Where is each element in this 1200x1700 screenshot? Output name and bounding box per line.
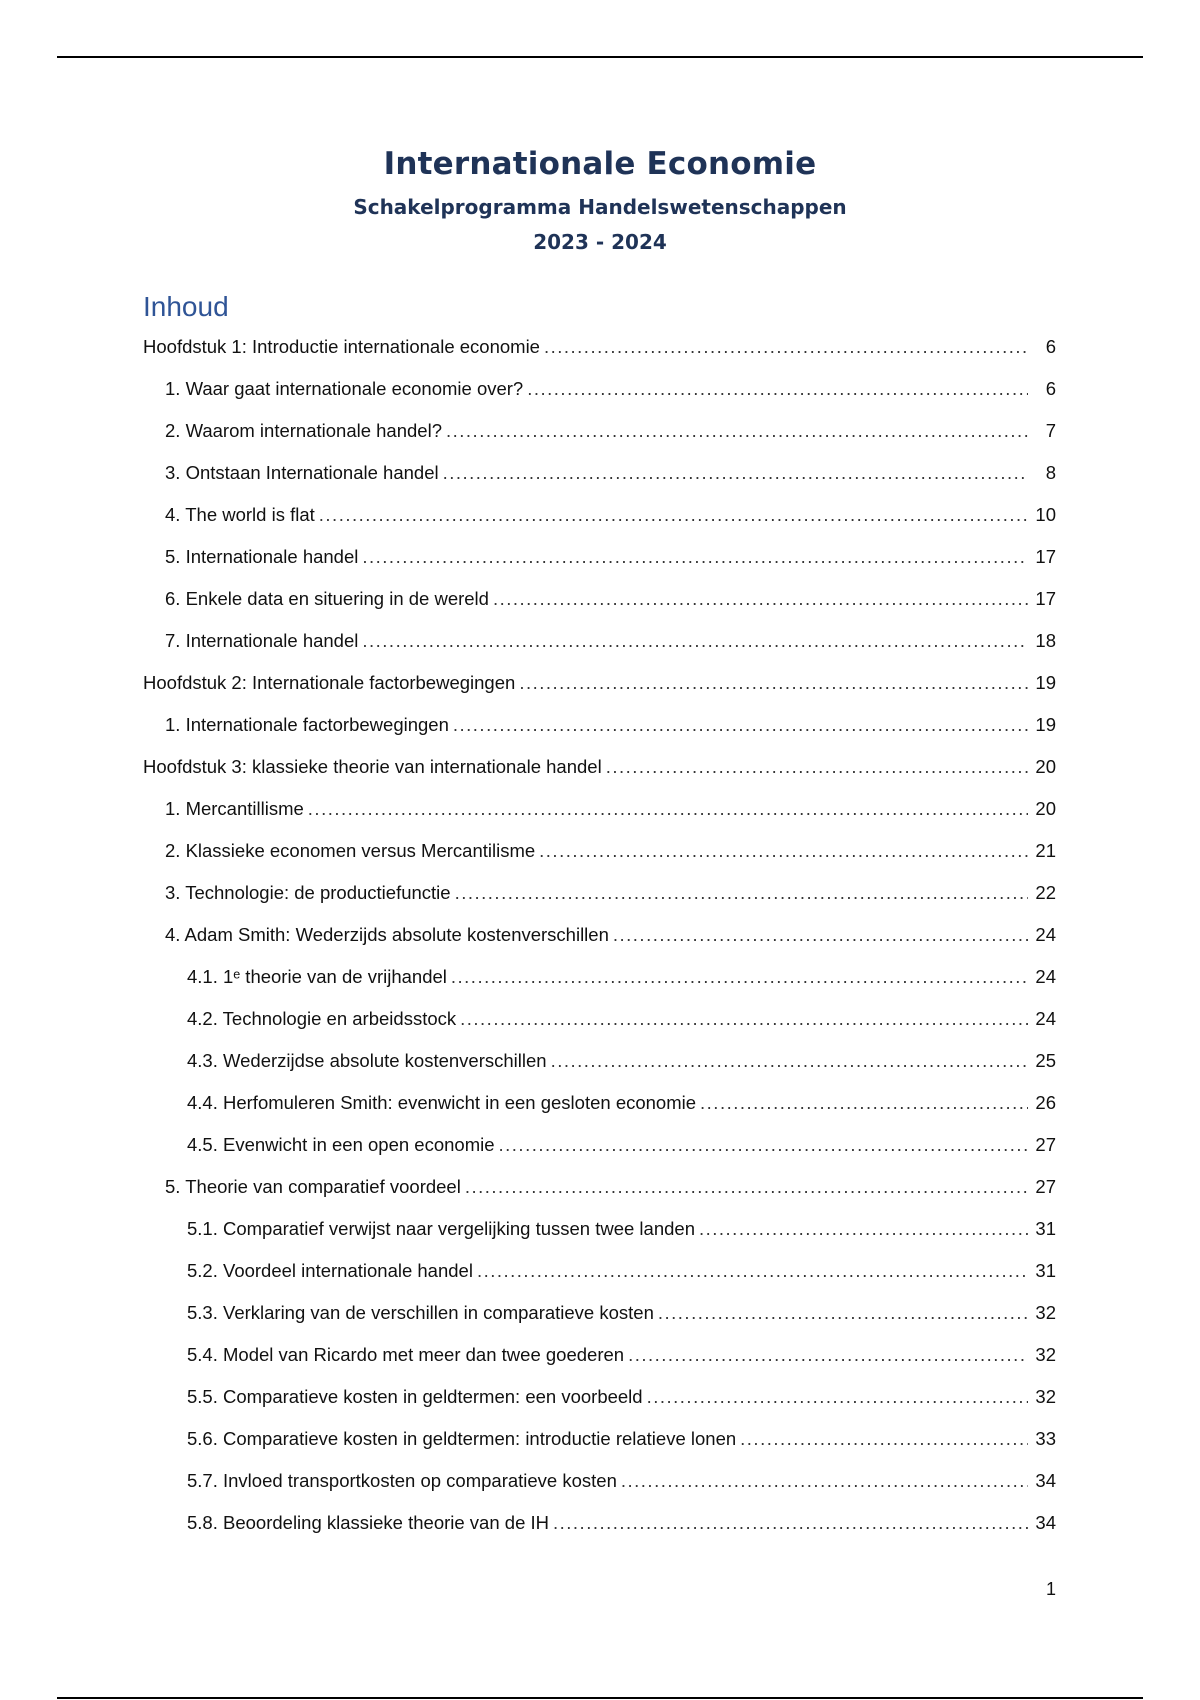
toc-entry-page[interactable]: 32 (1035, 1302, 1056, 1323)
toc-entry-title[interactable]: 5. Theorie van comparatief voordeel (165, 1176, 461, 1197)
document-year: 2023 - 2024 (533, 230, 667, 254)
page-number: 1 (1045, 1579, 1056, 1599)
bottom-rule (57, 1697, 1143, 1699)
toc-entry-page[interactable]: 33 (1035, 1428, 1056, 1449)
toc-entry[interactable] (143, 1502, 1056, 1544)
toc-entry-page[interactable]: 17 (1035, 588, 1056, 609)
toc-entry-title[interactable]: 5.6. Comparatieve kosten in geldtermen: introductie relatieve lonen (187, 1428, 737, 1449)
toc-entry-title[interactable]: 5.7. Invloed transportkosten op comparatieve kosten (187, 1470, 617, 1491)
toc-entry-title[interactable]: 3. Ontstaan Internationale handel (165, 462, 439, 483)
toc-entry-title[interactable]: 2. Waarom internationale handel? (165, 420, 442, 441)
toc-entry[interactable] (143, 1124, 1056, 1166)
toc-entry-page[interactable]: 10 (1035, 504, 1056, 525)
toc-entry[interactable] (143, 704, 1056, 746)
toc-entry-title[interactable]: 5. Internationale handel (165, 546, 359, 567)
toc-entry-page[interactable]: 6 (1045, 378, 1056, 399)
toc-entry-page[interactable]: 27 (1035, 1134, 1056, 1155)
toc-entry[interactable] (143, 494, 1056, 536)
toc-entry-page[interactable]: 32 (1035, 1344, 1056, 1365)
toc-dot-leader (308, 788, 1028, 830)
toc-entry[interactable] (143, 746, 1056, 788)
toc-dot-leader (455, 872, 1028, 914)
toc-entry-title[interactable]: 4.4. Herfomuleren Smith: evenwicht in een gesloten economie (187, 1092, 697, 1113)
toc-entry-page[interactable]: 19 (1035, 714, 1056, 735)
toc-entry[interactable] (143, 536, 1056, 578)
toc-entry[interactable] (143, 914, 1056, 956)
toc-entry-title[interactable]: 5.3. Verklaring van de verschillen in comparatieve kosten (187, 1302, 654, 1323)
toc-dot-leader (460, 998, 1028, 1040)
toc-entry-page[interactable]: 31 (1035, 1260, 1056, 1281)
toc-entry-title[interactable]: 5.8. Beoordeling klassieke theorie van de IH (187, 1512, 549, 1533)
toc-entry[interactable] (143, 1082, 1056, 1124)
toc-entry-title[interactable]: 4. The world is flat (165, 504, 315, 525)
toc-entry-page[interactable]: 22 (1035, 882, 1056, 903)
toc-dot-leader (493, 578, 1028, 620)
toc-entry-title[interactable]: 1. Mercantillisme (165, 798, 304, 819)
toc-entry-title[interactable]: 5.4. Model van Ricardo met meer dan twee goederen (187, 1344, 625, 1365)
toc-dot-leader (699, 1208, 1028, 1250)
toc-dot-leader (527, 368, 1028, 410)
toc-entry-page[interactable]: 20 (1035, 798, 1056, 819)
toc-entry-title[interactable]: 6. Enkele data en situering in de wereld (165, 588, 489, 609)
toc-entry[interactable] (143, 998, 1056, 1040)
toc-entry-title[interactable]: 3. Technologie: de productiefunctie (165, 882, 451, 903)
toc-entry[interactable] (143, 1292, 1056, 1334)
title-block (0, 142, 1200, 257)
toc-entry[interactable] (143, 410, 1056, 452)
toc-entry-title[interactable]: Hoofdstuk 2: Internationale factorbewegingen (143, 672, 516, 693)
toc-entry-title[interactable]: 1. Internationale factorbewegingen (165, 714, 449, 735)
toc-entry[interactable] (143, 1460, 1056, 1502)
toc-dot-leader (465, 1166, 1028, 1208)
toc-dot-leader (606, 746, 1028, 788)
document-title: Internationale Economie (383, 146, 817, 182)
toc-dot-leader (740, 1418, 1028, 1460)
toc-entry-page[interactable]: 7 (1045, 420, 1056, 441)
toc-entry[interactable] (143, 1334, 1056, 1376)
toc-entry[interactable] (143, 662, 1056, 704)
toc-entry-title[interactable]: 4.5. Evenwicht in een open economie (187, 1134, 495, 1155)
toc-entry-page[interactable]: 17 (1035, 546, 1056, 567)
toc-entry-title[interactable]: 1. Waar gaat internationale economie over? (165, 378, 524, 399)
toc-entry-title[interactable]: 4.2. Technologie en arbeidsstock (187, 1008, 457, 1029)
toc-entry-title[interactable]: 5.1. Comparatief verwijst naar vergelijking tussen twee landen (187, 1218, 695, 1239)
top-rule (57, 56, 1143, 58)
toc-entry[interactable] (143, 578, 1056, 620)
toc-entry[interactable] (143, 452, 1056, 494)
toc-entry[interactable] (143, 1418, 1056, 1460)
toc-dot-leader (446, 410, 1028, 452)
toc-dot-leader (658, 1292, 1028, 1334)
toc-entry-title[interactable]: 7. Internationale handel (165, 630, 359, 651)
toc-entry-page[interactable]: 18 (1035, 630, 1056, 651)
toc-entry[interactable] (143, 1166, 1056, 1208)
toc-entry-title[interactable]: Hoofdstuk 1: Introductie internationale economie (143, 336, 540, 357)
toc-entry-page[interactable]: 21 (1035, 840, 1056, 861)
toc-dot-leader (443, 452, 1028, 494)
toc-dot-leader (539, 830, 1028, 872)
toc-entry-page[interactable]: 24 (1035, 966, 1056, 987)
toc-entry-page[interactable]: 26 (1035, 1092, 1056, 1113)
toc-dot-leader (551, 1040, 1028, 1082)
toc-entry-page[interactable]: 34 (1035, 1512, 1056, 1533)
toc-entry-page[interactable]: 24 (1035, 1008, 1056, 1029)
toc-entry-page[interactable]: 27 (1035, 1176, 1056, 1197)
toc-dot-leader (451, 956, 1028, 998)
toc-dot-leader (477, 1250, 1028, 1292)
toc-entry[interactable] (143, 368, 1056, 410)
toc-entry[interactable] (143, 830, 1056, 872)
toc-entry[interactable] (143, 788, 1056, 830)
toc-dot-leader (647, 1376, 1028, 1418)
toc-dot-leader (319, 494, 1028, 536)
toc-entry[interactable] (143, 872, 1056, 914)
toc-entry[interactable] (143, 620, 1056, 662)
toc-dot-leader (362, 536, 1028, 578)
toc-entry-page[interactable]: 25 (1035, 1050, 1056, 1071)
toc-entry-page[interactable]: 34 (1035, 1470, 1056, 1491)
toc-entry[interactable] (143, 1040, 1056, 1082)
toc-entry-page[interactable]: 31 (1035, 1218, 1056, 1239)
toc-dot-leader (499, 1124, 1028, 1166)
toc-entry[interactable] (143, 1250, 1056, 1292)
toc-dot-leader (519, 662, 1028, 704)
toc-entry-page[interactable]: 6 (1045, 336, 1056, 357)
toc-entry-title[interactable]: 4. Adam Smith: Wederzijds absolute kostenverschillen (165, 924, 609, 945)
toc-entry-page[interactable]: 32 (1035, 1386, 1056, 1407)
document-subtitle: Schakelprogramma Handelswetenschappen (353, 195, 847, 219)
toc-dot-leader (628, 1334, 1028, 1376)
toc-dot-leader (700, 1082, 1028, 1124)
toc-dot-leader (453, 704, 1028, 746)
toc-entry[interactable] (143, 1208, 1056, 1250)
toc-dot-leader (621, 1460, 1028, 1502)
table-of-contents (143, 326, 1056, 1544)
toc-entry-title[interactable]: 5.5. Comparatieve kosten in geldtermen: een voorbeeld (187, 1386, 643, 1407)
toc-entry-page[interactable]: 19 (1035, 672, 1056, 693)
toc-entry-title[interactable]: 4.3. Wederzijdse absolute kostenverschillen (187, 1050, 547, 1071)
toc-entry-page[interactable]: 24 (1035, 924, 1056, 945)
toc-entry-title[interactable]: 2. Klassieke economen versus Mercantilisme (165, 840, 536, 861)
toc-entry[interactable] (143, 956, 1056, 998)
toc-dot-leader (362, 620, 1028, 662)
toc-entry-title[interactable]: 5.2. Voordeel internationale handel (187, 1260, 473, 1281)
toc-entry[interactable] (143, 1376, 1056, 1418)
toc-entry-title[interactable]: 4.1. 1ᵉ theorie van de vrijhandel (187, 966, 447, 987)
toc-heading: Inhoud (143, 291, 229, 322)
toc-entry-title[interactable]: Hoofdstuk 3: klassieke theorie van internationale handel (143, 756, 602, 777)
toc-dot-leader (613, 914, 1028, 956)
toc-entry-page[interactable]: 8 (1045, 462, 1056, 483)
toc-dot-leader (544, 326, 1028, 368)
toc-entry[interactable] (143, 326, 1056, 368)
toc-dot-leader (553, 1502, 1028, 1544)
toc-entry-page[interactable]: 20 (1035, 756, 1056, 777)
